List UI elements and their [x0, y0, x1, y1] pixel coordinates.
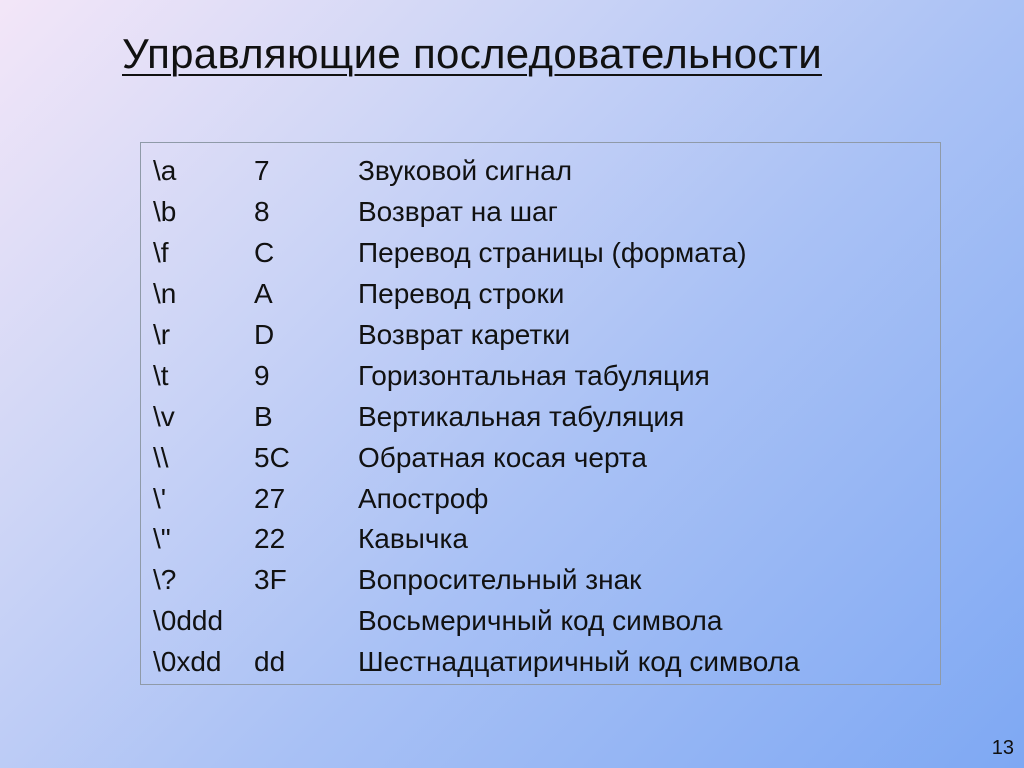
table-row: [153, 315, 800, 356]
table-row: [153, 519, 800, 560]
table-row: [153, 437, 800, 478]
sequence-cell: \f: [153, 237, 169, 269]
description-cell: Звуковой сигнал: [358, 155, 573, 187]
description-cell: Шестнадцатиричный код символа: [358, 646, 800, 678]
hex-code-cell: C: [254, 237, 275, 269]
description-cell: Вертикальная табуляция: [358, 400, 685, 432]
description-cell: Перевод страницы (формата): [358, 237, 747, 269]
description-cell: Обратная косая черта: [358, 441, 647, 473]
description-cell: Возврат на шаг: [358, 196, 558, 228]
description-cell: Вопросительный знак: [358, 564, 642, 596]
table-row: [153, 642, 800, 683]
table-row: [153, 478, 800, 519]
sequence-cell: \": [153, 523, 171, 555]
hex-code-cell: 9: [254, 359, 270, 391]
sequence-cell: \r: [153, 319, 171, 350]
hex-code-cell: [254, 601, 358, 642]
description-cell: Восьмеричный код символа: [358, 605, 723, 637]
table-row: [153, 274, 800, 315]
sequence-cell: \n: [153, 278, 177, 310]
sequence-cell: \a: [153, 155, 177, 187]
table-row: [153, 560, 800, 601]
table-row: [153, 355, 800, 396]
sequence-cell: \\: [153, 441, 169, 473]
hex-code-cell: 3F: [254, 564, 287, 596]
hex-code-cell: 27: [254, 482, 286, 514]
hex-code-cell: A: [254, 278, 273, 310]
page-number: 13: [991, 737, 1014, 759]
hex-code-cell: B: [254, 400, 273, 432]
sequence-cell: \t: [153, 359, 169, 391]
escape-sequence-table: [153, 151, 800, 683]
table-row: [153, 233, 800, 274]
sequence-cell: \0xdd: [153, 646, 222, 678]
sequence-cell: \0ddd: [153, 605, 224, 637]
description-cell: Апостроф: [358, 482, 489, 514]
sequence-cell: \?: [153, 564, 177, 596]
slide-title: Управляющие последовательности: [122, 30, 822, 77]
sequence-cell: \v: [153, 400, 175, 432]
hex-code-cell: 7: [254, 155, 270, 187]
hex-code-cell: dd: [254, 646, 286, 678]
sequence-cell: \': [153, 482, 167, 514]
escape-sequence-table-frame: [140, 142, 941, 685]
hex-code-cell: 8: [254, 196, 270, 228]
table-row: [153, 192, 800, 233]
description-cell: Кавычка: [358, 523, 468, 555]
table-row: [153, 151, 800, 192]
hex-code-cell: 22: [254, 523, 286, 555]
table-row: [153, 601, 800, 642]
hex-code-cell: D: [254, 319, 275, 350]
description-cell: Горизонтальная табуляция: [358, 359, 710, 391]
table-row: [153, 396, 800, 437]
hex-code-cell: 5C: [254, 441, 290, 473]
sequence-cell: \b: [153, 196, 177, 228]
description-cell: Возврат каретки: [358, 319, 571, 350]
description-cell: Перевод строки: [358, 278, 565, 310]
